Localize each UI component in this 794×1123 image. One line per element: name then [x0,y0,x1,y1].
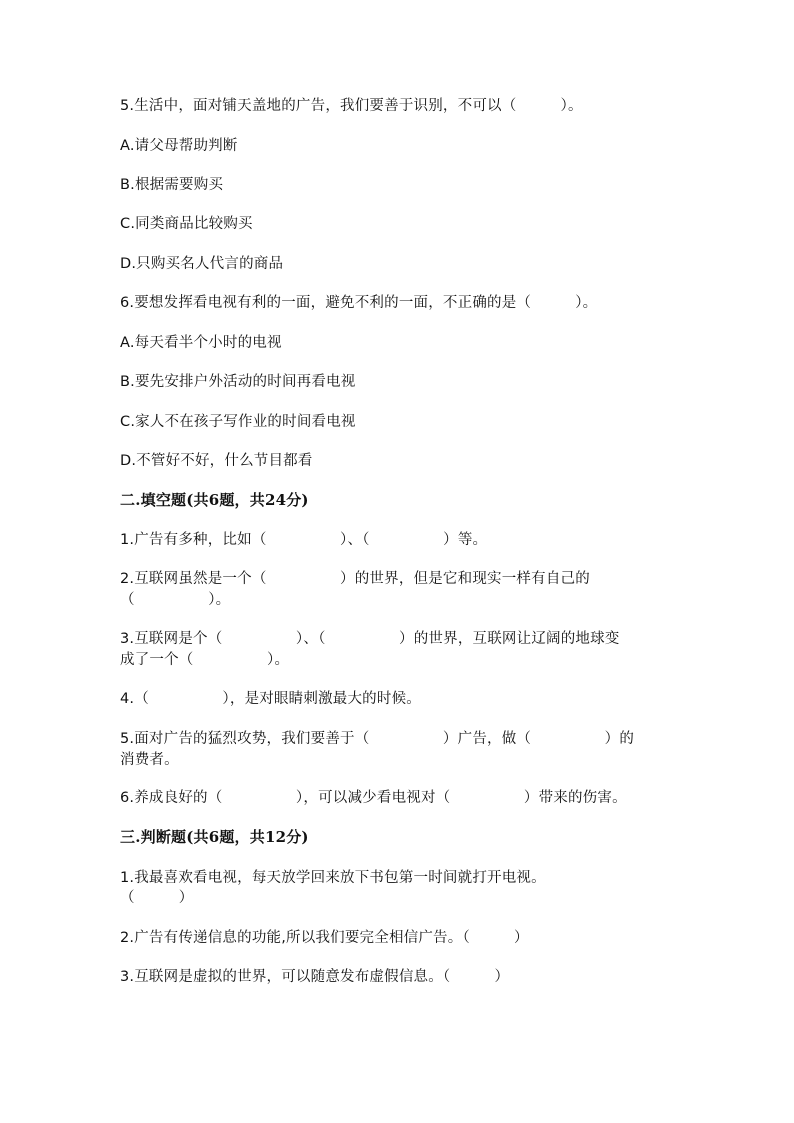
choice-q6-option-d: D.不管好不好，什么节目都看 [120,453,313,469]
judge-section-heading: 三.判断题(共6题，共12分) [120,828,309,846]
choice-q6-question: 6.要想发挥看电视有利的一面，避免不利的一面，不正确的是（ ）。 [120,295,598,311]
fill-item-2-line-2: （ ）。 [120,592,231,608]
choice-q6-option-a: A.每天看半个小时的电视 [120,335,282,351]
judge-item-1-line-1: 1.我最喜欢看电视，每天放学回来放下书包第一时间就打开电视。 [120,870,546,886]
judge-item-1-line-2: （ ） [120,890,194,906]
fill-item-1: 1.广告有多种，比如（ ）、（ ）等。 [120,532,488,548]
fill-section-heading: 二.填空题(共6题，共24分) [120,491,309,509]
fill-item-6: 6.养成良好的（ ），可以减少看电视对（ ）带来的伤害。 [120,790,627,806]
choice-q5-question: 5.生活中，面对铺天盖地的广告，我们要善于识别，不可以（ ）。 [120,98,583,114]
choice-q5-option-a: A.请父母帮助判断 [120,138,238,154]
fill-item-2-line-1: 2.互联网虽然是一个（ ）的世界，但是它和现实一样有自己的 [120,571,590,587]
choice-q6-option-c: C.家人不在孩子写作业的时间看电视 [120,414,356,430]
fill-item-3-line-2: 成了一个（ ）。 [120,652,290,668]
fill-item-3-line-1: 3.互联网是个（ ）、（ ）的世界，互联网让辽阔的地球变 [120,631,620,647]
judge-item-2: 2.广告有传递信息的功能,所以我们要完全相信广告。（ ） [120,930,529,946]
choice-q5-option-b: B.根据需要购买 [120,177,224,193]
fill-item-4: 4.（ ），是对眼睛刺激最大的时候。 [120,691,421,707]
fill-item-5-line-1: 5.面对广告的猛烈攻势，我们要善于（ ）广告，做（ ）的 [120,731,635,747]
fill-item-5-line-2: 消费者。 [120,752,179,768]
judge-item-3: 3.互联网是虚拟的世界，可以随意发布虚假信息。（ ） [120,969,510,985]
choice-q5-option-c: C.同类商品比较购买 [120,216,253,232]
choice-q5-option-d: D.只购买名人代言的商品 [120,256,284,272]
choice-q6-option-b: B.要先安排户外活动的时间再看电视 [120,374,356,390]
